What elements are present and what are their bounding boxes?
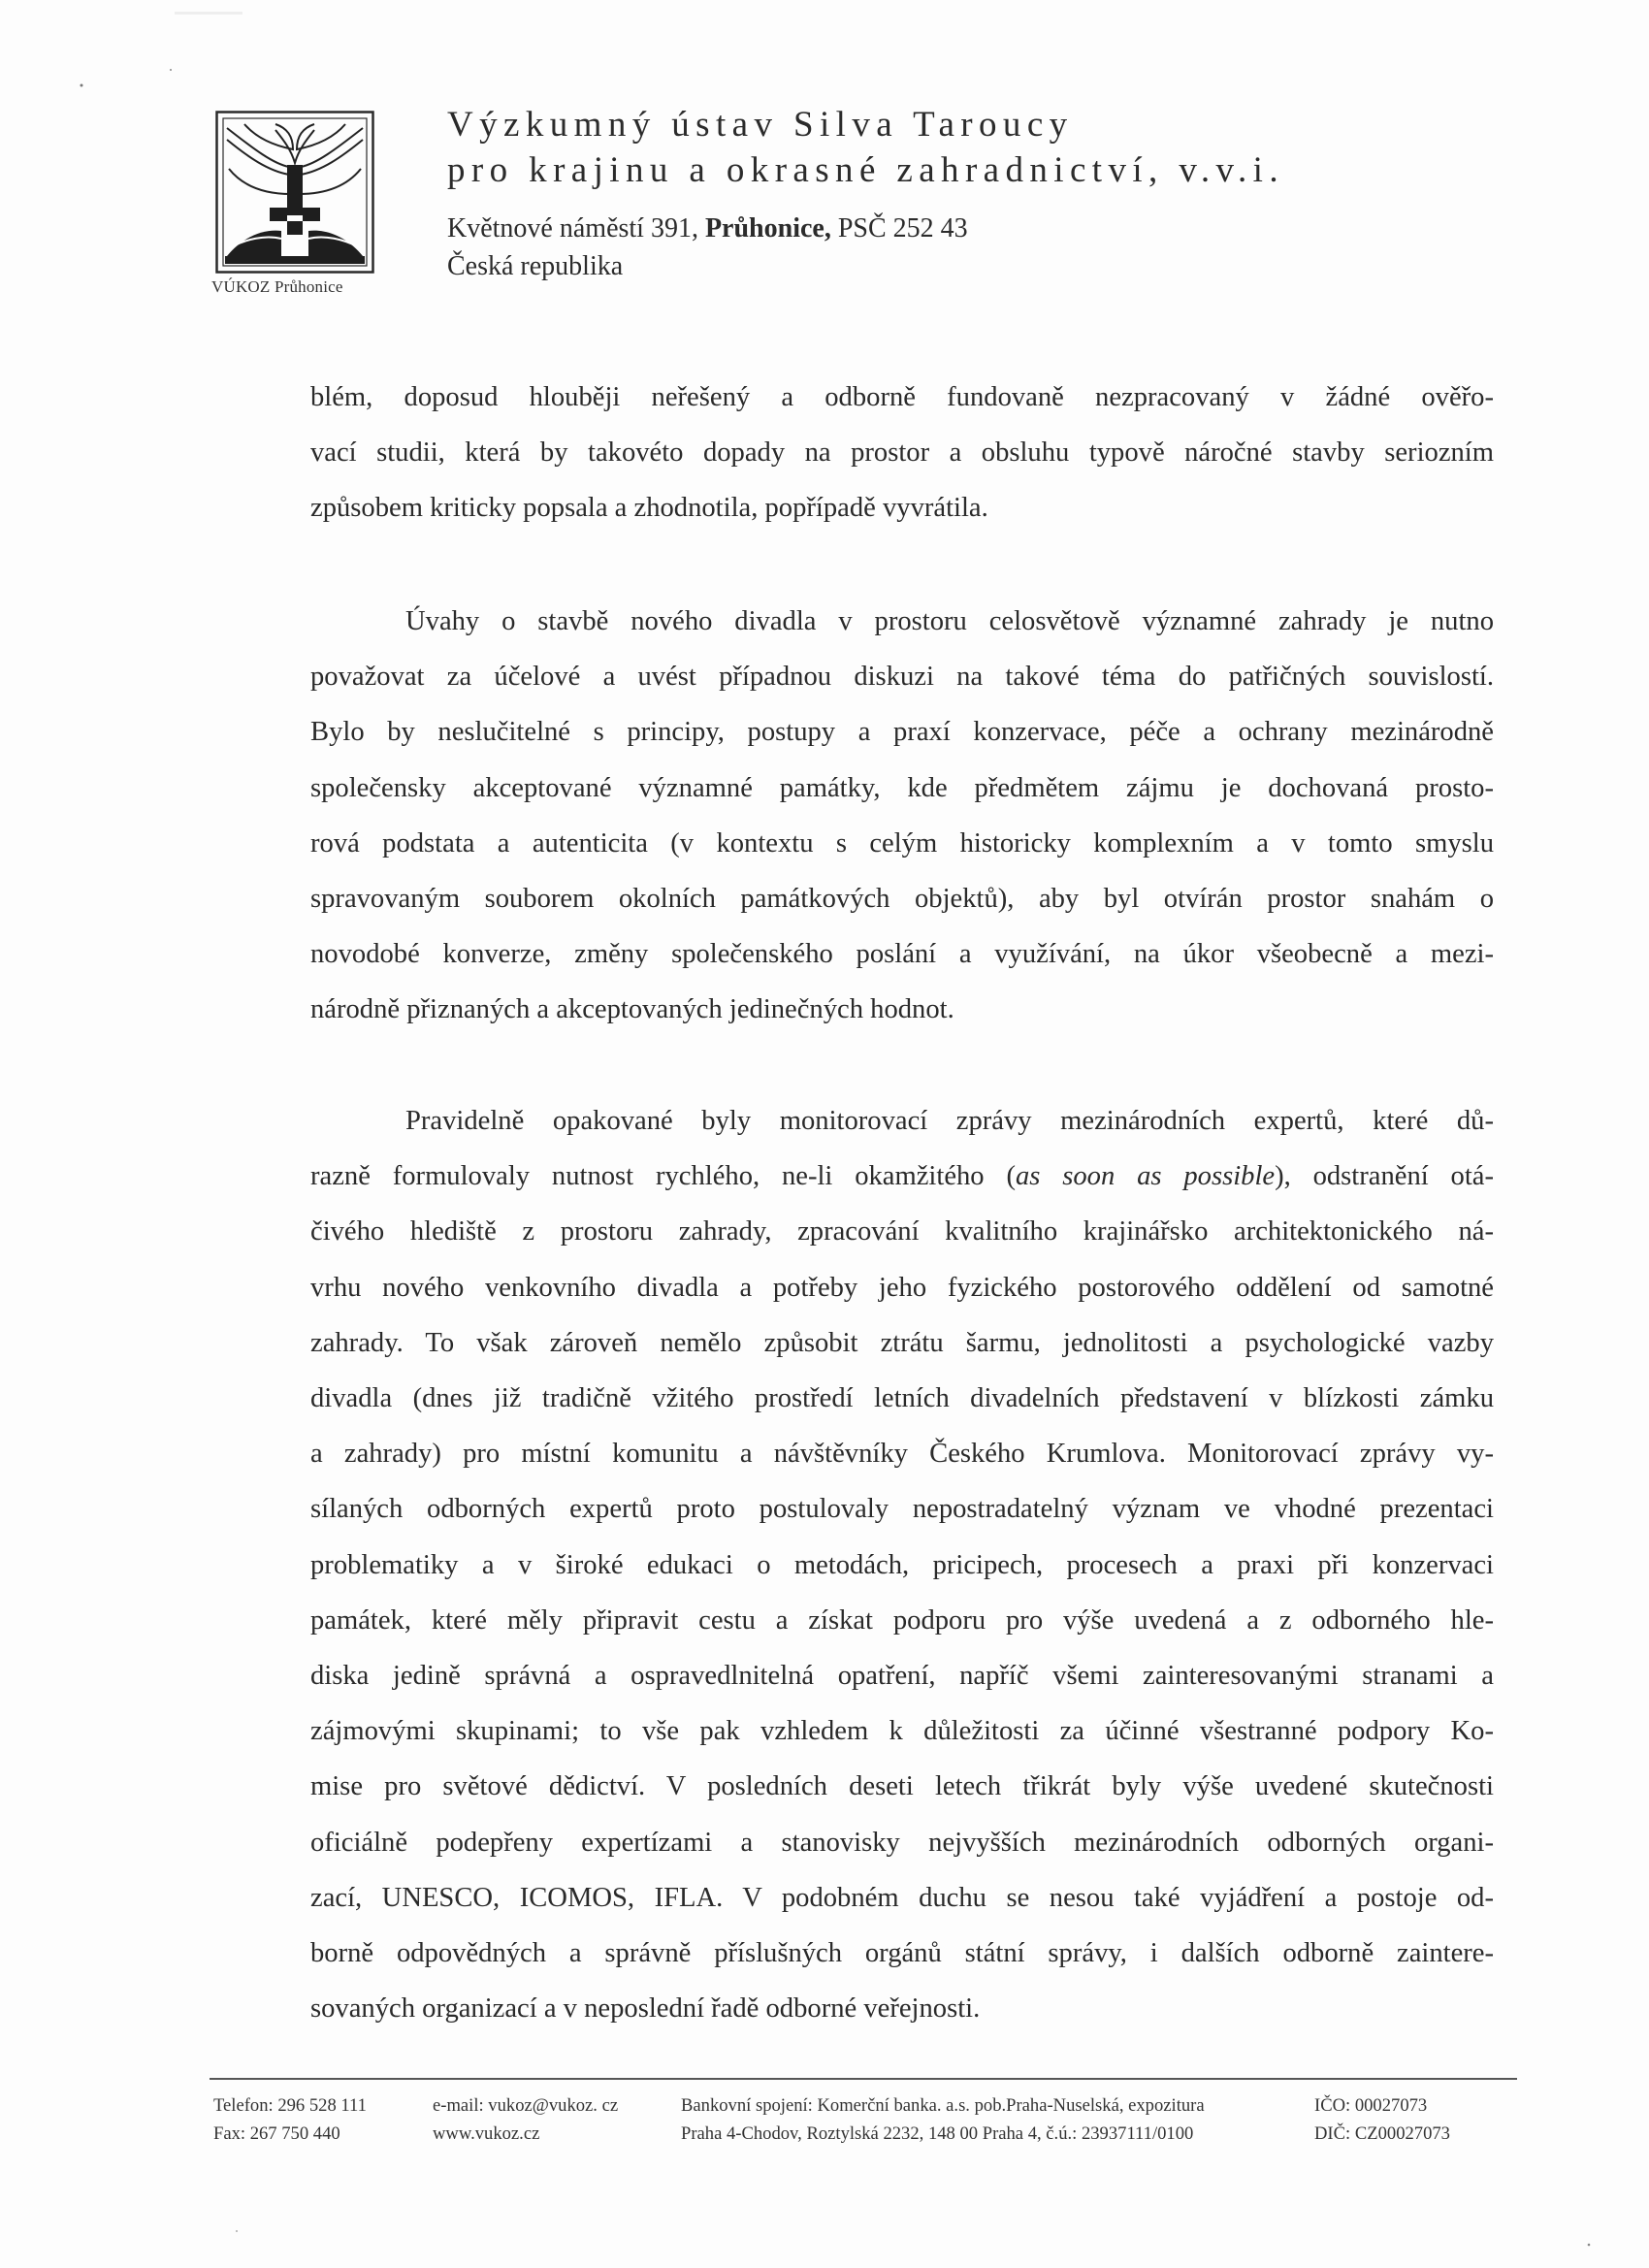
footer-bank-line2: Praha 4-Chodov, Roztylská 2232, 148 00 Praha 4, č.ú.: 23937111/0100 <box>681 2123 1194 2144</box>
footer-phone: Telefon: 296 528 111 <box>213 2095 367 2116</box>
line-text: ), odstranění otá- <box>1275 1161 1494 1192</box>
paragraph-line: rová podstata a autenticita (v kontextu s celým historicky komplexním a v tomto smyslu <box>310 827 1494 859</box>
paragraph-line <box>310 1149 1494 1204</box>
paragraph-line: novodobé konverze, změny společenského poslání a využívání, na úkor všeobecně a mezi- <box>310 939 1494 970</box>
address-suffix: PSČ 252 43 <box>830 213 968 243</box>
paragraph-1 <box>310 370 1494 536</box>
logo-caption: VÚKOZ Průhonice <box>211 277 343 296</box>
paragraph-line: Pravidelně opakované byly monitorovací zprávy mezinárodních expertů, které dů- <box>405 1106 1494 1136</box>
paragraph-line: a zahrady) pro místní komunitu a návštěvníky Českého Krumlova. Monitorovací zprávy vy- <box>310 1439 1494 1470</box>
vukoz-emblem-icon <box>215 111 374 274</box>
paragraph-line: sílaných odborných expertů proto postulovaly nepostradatelný význam ve vhodné prezentaci <box>310 1494 1494 1525</box>
paragraph-line: národně přiznaných a akceptovaných jedinečných hodnot. <box>310 994 954 1025</box>
footer-contact-web <box>433 2091 618 2148</box>
footer-dic: DIČ: CZ00027073 <box>1314 2123 1450 2144</box>
footer-fax: Fax: 267 750 440 <box>213 2123 340 2144</box>
paragraph-line: blém, doposud hlouběji neřešený a odborně fundovaně nezpracovaný v žádné ověřo- <box>310 382 1494 412</box>
vukoz-logo <box>211 111 378 296</box>
line-text: razně formulovaly nutnost rychlého, ne-li okamžitého ( <box>310 1161 1016 1192</box>
paragraph-line: společensky akceptované významné památky, kde předmětem zájmu je dochovaná prosto- <box>310 772 1494 803</box>
italic-phrase: as soon as possible <box>1015 1161 1276 1192</box>
footer-email: e-mail: vukoz@vukoz. cz <box>433 2095 619 2116</box>
address-town: Průhonice, <box>704 213 831 243</box>
paragraph-line: Úvahy o stavbě nového divadla v prostoru celosvětově významné zahrady je nutno <box>405 606 1494 636</box>
address-prefix: Květnové náměstí 391, <box>447 213 705 243</box>
paragraph-line: vrhu nového venkovního divadla a potřeby jeho fyzického postorového oddělení od samotné <box>310 1272 1494 1303</box>
paragraph-2 <box>310 594 1494 1038</box>
footer-ids <box>1314 2091 1450 2148</box>
paragraph-line: čivého hlediště z prostoru zahrady, zpracování kvalitního krajinářsko architektonického ná- <box>310 1216 1494 1247</box>
footer-bank <box>681 2091 1205 2148</box>
paragraph-line: borně odpovědných a správně příslušných orgánů státní správy, i dalších odborně zaintere- <box>310 1938 1494 1969</box>
paragraph-line: divadla (dnes již tradičně vžitého prostředí letních divadelních představení v blízkosti zámku <box>310 1383 1494 1414</box>
footer-ico: IČO: 00027073 <box>1314 2095 1428 2116</box>
paragraph-line: zací, UNESCO, ICOMOS, IFLA. V podobném duchu se nesou také vyjádření a postoje od- <box>310 1882 1494 1913</box>
paragraph-line: památek, které měly připravit cestu a získat podporu pro výše uvedená a z odborného hle- <box>310 1604 1494 1636</box>
paragraph-line: diska jedině správná a ospravedlnitelná opatření, napříč všemi zainteresovanými stranami a <box>310 1661 1494 1692</box>
institute-name-line2: pro krajinu a okrasné zahradnictví, v.v.i. <box>447 150 1284 190</box>
paragraph-line: mise pro světové dědictví. V posledních deseti letech třikrát byly výše uvedené skutečnosti <box>310 1771 1494 1802</box>
institute-country: Česká republika <box>447 251 624 281</box>
paragraph-line: zahrady. To však zároveň nemělo způsobit ztrátu šarmu, jednolitosti a psychologické vazby <box>310 1327 1494 1358</box>
paragraph-3 <box>310 1093 1494 2036</box>
institute-address <box>447 213 968 244</box>
footer-divider <box>210 2078 1517 2080</box>
footer-bank-line1: Bankovní spojení: Komerční banka. a.s. pob.Praha-Nuselská, expozitura <box>681 2095 1205 2116</box>
paragraph-line: sovaných organizací a v neposlední řadě odborné veřejnosti. <box>310 1993 981 2025</box>
paragraph-line: problematiky a v široké edukaci o metodách, pricipech, procesech a praxi při konzervaci <box>310 1549 1494 1580</box>
footer-website: www.vukoz.cz <box>433 2123 540 2144</box>
paragraph-line: spravovaným souborem okolních památkových objektů), aby byl otvírán prostor snahám o <box>310 884 1494 915</box>
paragraph-line: vací studii, která by takovéto dopady na prostor a obsluhu typově náročné stavby seriozním <box>310 437 1494 469</box>
institute-name-line1: Výzkumný ústav Silva Taroucy <box>447 105 1074 145</box>
paragraph-line: považovat za účelové a uvést případnou diskuzi na takové téma do patřičných souvislostí. <box>310 662 1494 693</box>
paragraph-line: oficiálně podepřeny expertízami a stanovisky nejvyšších mezinárodních odborných organi- <box>310 1827 1494 1858</box>
footer-contact-phone <box>213 2091 367 2148</box>
paragraph-line: zájmovými skupinami; to vše pak vzhledem k důležitosti za účinné všestranné podpory Ko- <box>310 1716 1494 1747</box>
paragraph-line: způsobem kriticky popsala a zhodnotila, popřípadě vyvrátila. <box>310 493 988 524</box>
paragraph-line: Bylo by neslučitelné s principy, postupy a praxí konzervace, péče a ochrany mezinárodně <box>310 717 1494 748</box>
